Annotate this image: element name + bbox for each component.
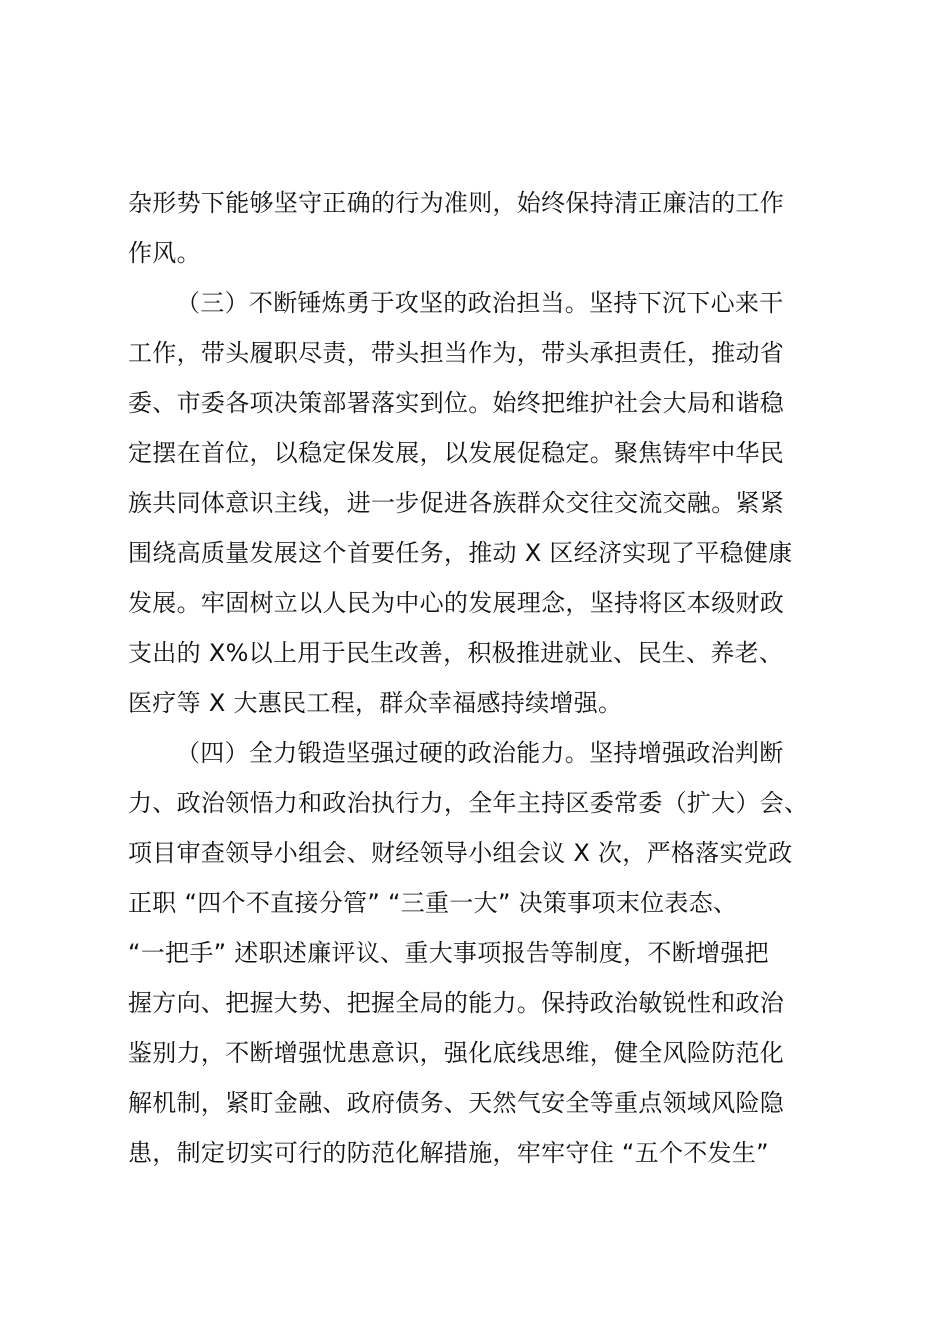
- text-line: “一把手” 述职述廉评议、重大事项报告等制度，不断增强把: [128, 939, 769, 967]
- text-line: 鉴别力，不断增强忧患意识，强化底线思维，健全风险防范化: [128, 1039, 785, 1067]
- text-line: 力、政治领悟力和政治执行力，全年主持区委常委（扩大）会、: [128, 789, 809, 817]
- text-line: 族共同体意识主线，进一步促进各族群众交往交流交融。紧紧: [128, 489, 785, 517]
- text-line: 医疗等 X 大惠民工程，群众幸福感持续增强。: [128, 689, 623, 717]
- text-line: 发展。牢固树立以人民为中心的发展理念，坚持将区本级财政: [128, 589, 785, 617]
- text-line: 委、市委各项决策部署落实到位。始终把维护社会大局和谐稳: [128, 389, 785, 417]
- section-three-heading-line: （三）不断锤炼勇于攻坚的政治担当。坚持下沉下心来干: [176, 289, 784, 317]
- text-line: 项目审查领导小组会、财经领导小组会议 X 次，严格落实党政: [128, 839, 793, 867]
- text-line: 握方向、把握大势、把握全局的能力。保持政治敏锐性和政治: [128, 989, 785, 1017]
- text-line: 解机制，紧盯金融、政府债务、天然气安全等重点领域风险隐: [128, 1089, 785, 1117]
- text-line: 作风。: [128, 239, 201, 267]
- text-line: 杂形势下能够坚守正确的行为准则，始终保持清正廉洁的工作: [128, 189, 785, 217]
- text-line: 正职 “四个不直接分管” “三重一大” 决策事项末位表态、: [128, 889, 738, 917]
- body-text: [128, 178, 838, 1178]
- text-line: 围绕高质量发展这个首要任务，推动 X 区经济实现了平稳健康: [128, 539, 793, 567]
- text-line: 支出的 X%以上用于民生改善，积极推进就业、民生、养老、: [128, 639, 784, 667]
- text-line: 工作，带头履职尽责，带头担当作为，带头承担责任，推动省: [128, 339, 785, 367]
- text-line: 定摆在首位，以稳定保发展，以发展促稳定。聚焦铸牢中华民: [128, 439, 785, 467]
- section-four-heading-line: （四）全力锻造坚强过硬的政治能力。坚持增强政治判断: [176, 739, 784, 767]
- text-line: 患，制定切实可行的防范化解措施，牢牢守住 “五个不发生”: [128, 1139, 769, 1167]
